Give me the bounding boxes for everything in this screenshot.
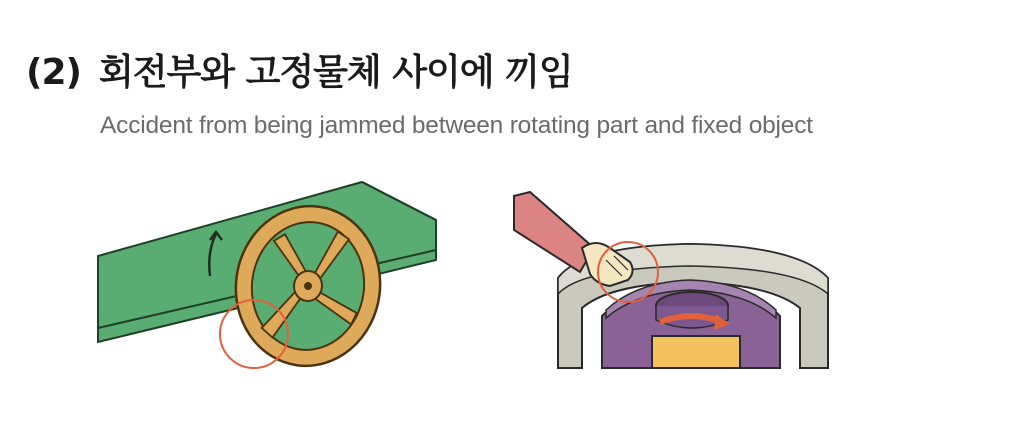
rotating-drum-illustration <box>510 190 870 380</box>
section-title: 회전부와 고정물체 사이에 끼임 <box>98 52 573 93</box>
section-number: (2) <box>26 52 81 93</box>
section-subtitle: Accident from being jammed between rotating part and fixed object <box>100 112 813 139</box>
handwheel-conveyor-illustration <box>92 178 452 378</box>
section-heading <box>26 44 573 95</box>
fixed-block <box>652 336 740 368</box>
